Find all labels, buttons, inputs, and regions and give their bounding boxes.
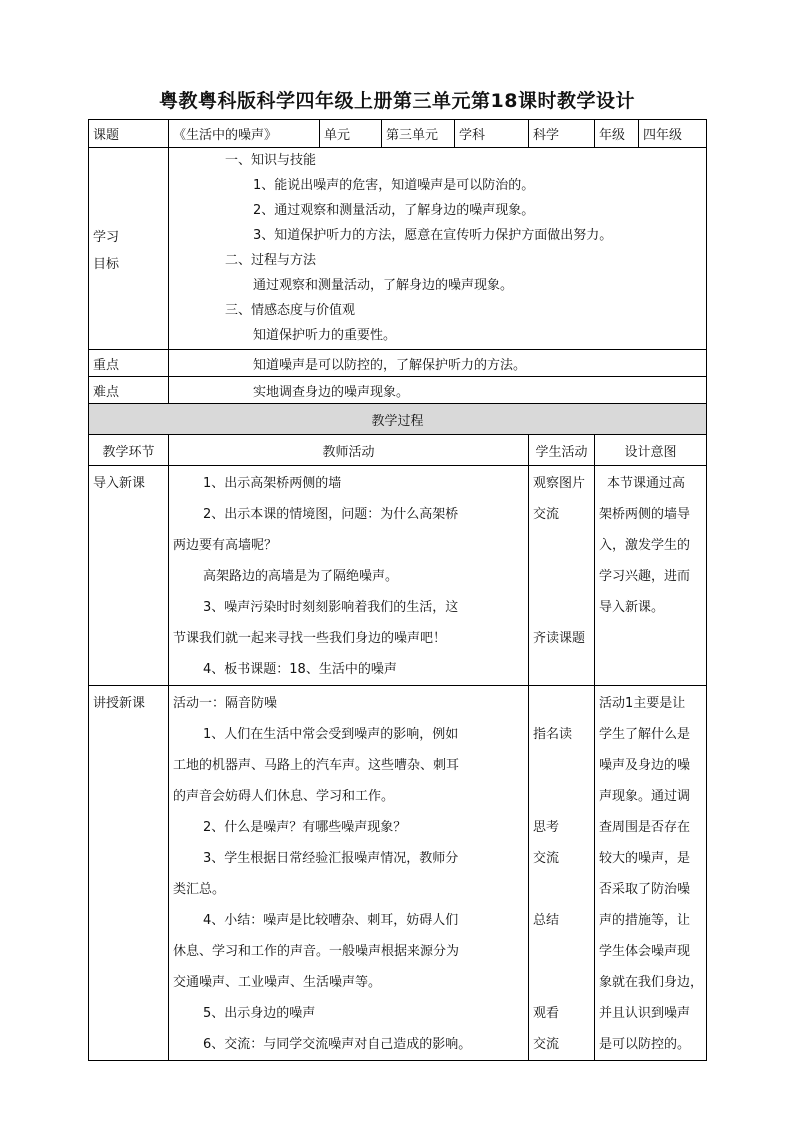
lesson-intent <box>595 686 707 1061</box>
student-line: 交流 <box>533 507 560 522</box>
student-line: 思考 <box>533 820 560 835</box>
intro-teacher <box>169 466 529 686</box>
intent-line: 较大的噪声，是 <box>599 851 691 866</box>
teacher-line: 5、出示身边的噪声 <box>203 1006 316 1021</box>
objective-line: 二、过程与方法 <box>225 253 317 268</box>
page-title: 粤教粤科版科学四年级上册第三单元第18课时教学设计 <box>159 90 635 112</box>
student-line <box>533 561 590 592</box>
intent-line: 声现象。通过调 <box>599 789 691 804</box>
objective-line: 三、情感态度与价值观 <box>225 303 356 318</box>
teacher-line: 交通噪声、工业噪声、生活噪声等。 <box>173 975 382 990</box>
unit-value: 第三单元 <box>382 120 455 148</box>
student-line <box>533 592 590 623</box>
teacher-line: 3、噪声污染时时刻刻影响着我们的生活，这 <box>203 600 459 615</box>
teacher-line: 4、板书课题：18、生活中的噪声 <box>203 662 397 677</box>
teacher-line: 的声音会妨碍人们休息、学习和工作。 <box>173 789 395 804</box>
objectives-row <box>89 148 707 350</box>
objective-line: 通过观察和测量活动，了解身边的噪声现象。 <box>253 278 514 293</box>
objective-line: 知道保护听力的重要性。 <box>253 328 397 343</box>
intent-line: 入，激发学生的 <box>599 538 691 553</box>
teacher-line: 2、出示本课的情境图，问题：为什么高架桥 <box>203 507 459 522</box>
student-line <box>533 654 590 685</box>
column-stage: 教学环节 <box>89 435 169 466</box>
lesson-stage <box>89 686 169 1061</box>
teacher-line: 1、人们在生活中常会受到噪声的影响，例如 <box>203 727 459 742</box>
objective-line: 1、能说出噪声的危害，知道噪声是可以防治的。 <box>253 178 535 193</box>
intent-line: 学生了解什么是 <box>599 727 691 742</box>
intent-line: 本节课通过高 <box>607 476 686 491</box>
student-line <box>533 530 590 561</box>
intent-line: 声的措施等，让 <box>599 913 691 928</box>
intent-line: 是可以防控的。 <box>599 1037 691 1052</box>
teacher-line: 工地的机器声、马路上的汽车声。这些嘈杂、刺耳 <box>173 758 460 773</box>
difficulty-row <box>89 377 707 404</box>
intro-row <box>89 466 707 686</box>
intent-line: 架桥两侧的墙导 <box>599 507 691 522</box>
student-line <box>533 936 590 967</box>
objectives-label <box>89 148 169 350</box>
process-heading: 教学过程 <box>89 404 707 435</box>
intent-line: 学习兴趣，进而 <box>599 569 691 584</box>
objectives-content <box>169 148 707 350</box>
intent-line: 查周围是否存在 <box>599 820 691 835</box>
teacher-line: 节课我们就一起来寻找一些我们身边的噪声吧！ <box>173 631 447 646</box>
intro-stage-label: 导入新课 <box>93 476 146 491</box>
intent-line: 噪声及身边的噪 <box>599 758 691 773</box>
grade-label: 年级 <box>595 120 639 148</box>
teacher-line: 休息、学习和工作的声音。一般噪声根据来源分为 <box>173 944 460 959</box>
intro-intent <box>595 466 707 686</box>
subject-value: 科学 <box>529 120 595 148</box>
student-line: 总结 <box>533 913 560 928</box>
teacher-line: 2、什么是噪声？有哪些噪声现象？ <box>203 820 407 835</box>
student-line <box>533 688 590 719</box>
teacher-line: 两边要有高墙呢？ <box>173 538 278 553</box>
process-heading-row <box>89 404 707 435</box>
lesson-stage-label: 讲授新课 <box>93 696 146 711</box>
objectives-label-line2: 目标 <box>93 256 120 272</box>
student-line: 观察图片 <box>533 476 586 491</box>
intro-student <box>529 466 595 686</box>
info-row <box>89 120 707 148</box>
difficulty-label: 难点 <box>89 377 169 404</box>
unit-label: 单元 <box>320 120 382 148</box>
student-line: 齐读课题 <box>533 631 586 646</box>
column-teacher: 教师活动 <box>169 435 529 466</box>
objective-line: 一、知识与技能 <box>225 153 317 168</box>
topic-label: 课题 <box>89 120 169 148</box>
lesson-plan-table <box>88 119 707 1061</box>
lesson-teacher <box>169 686 529 1061</box>
student-line: 交流 <box>533 851 560 866</box>
key-point-row <box>89 350 707 377</box>
student-line <box>533 781 590 812</box>
student-line <box>533 967 590 998</box>
student-line: 指名读 <box>533 727 573 742</box>
key-point-text: 知道噪声是可以防控的，了解保护听力的方法。 <box>169 350 707 377</box>
intent-line: 否采取了防治噪 <box>599 882 691 897</box>
teacher-line: 活动一：隔音防噪 <box>173 696 278 711</box>
column-intent: 设计意图 <box>595 435 707 466</box>
objective-line: 3、知道保护听力的方法，愿意在宣传听力保护方面做出努力。 <box>253 228 613 243</box>
grade-value: 四年级 <box>639 120 707 148</box>
subject-label: 学科 <box>455 120 529 148</box>
student-line: 观看 <box>533 1006 560 1021</box>
intro-stage <box>89 466 169 686</box>
teacher-line: 6、交流：与同学交流噪声对自己造成的影响。 <box>203 1037 472 1052</box>
teacher-line: 类汇总。 <box>173 882 226 897</box>
student-line <box>533 750 590 781</box>
process-columns-row <box>89 435 707 466</box>
objective-line: 2、通过观察和测量活动，了解身边的噪声现象。 <box>253 203 535 218</box>
difficulty-text: 实地调查身边的噪声现象。 <box>169 377 707 404</box>
column-student: 学生活动 <box>529 435 595 466</box>
key-point-label: 重点 <box>89 350 169 377</box>
intent-line: 导入新课。 <box>599 600 665 615</box>
intent-line: 并且认识到噪声 <box>599 1006 691 1021</box>
objectives-label-line1: 学习 <box>93 229 120 245</box>
teacher-line: 高架路边的高墙是为了隔绝噪声。 <box>203 569 399 584</box>
teacher-line: 4、小结：噪声是比较嘈杂、刺耳，妨碍人们 <box>203 913 459 928</box>
student-line: 交流 <box>533 1037 560 1052</box>
teacher-line: 3、学生根据日常经验汇报噪声情况，教师分 <box>203 851 459 866</box>
topic-value: 《生活中的噪声》 <box>169 120 320 148</box>
lesson-student <box>529 686 595 1061</box>
intent-line: 学生体会噪声现 <box>599 944 691 959</box>
student-line <box>533 874 590 905</box>
intent-line: 象就在我们身边， <box>599 975 704 990</box>
lesson-row <box>89 686 707 1061</box>
intent-line: 活动1主要是让 <box>599 696 686 711</box>
teacher-line: 1、出示高架桥两侧的墙 <box>203 476 342 491</box>
